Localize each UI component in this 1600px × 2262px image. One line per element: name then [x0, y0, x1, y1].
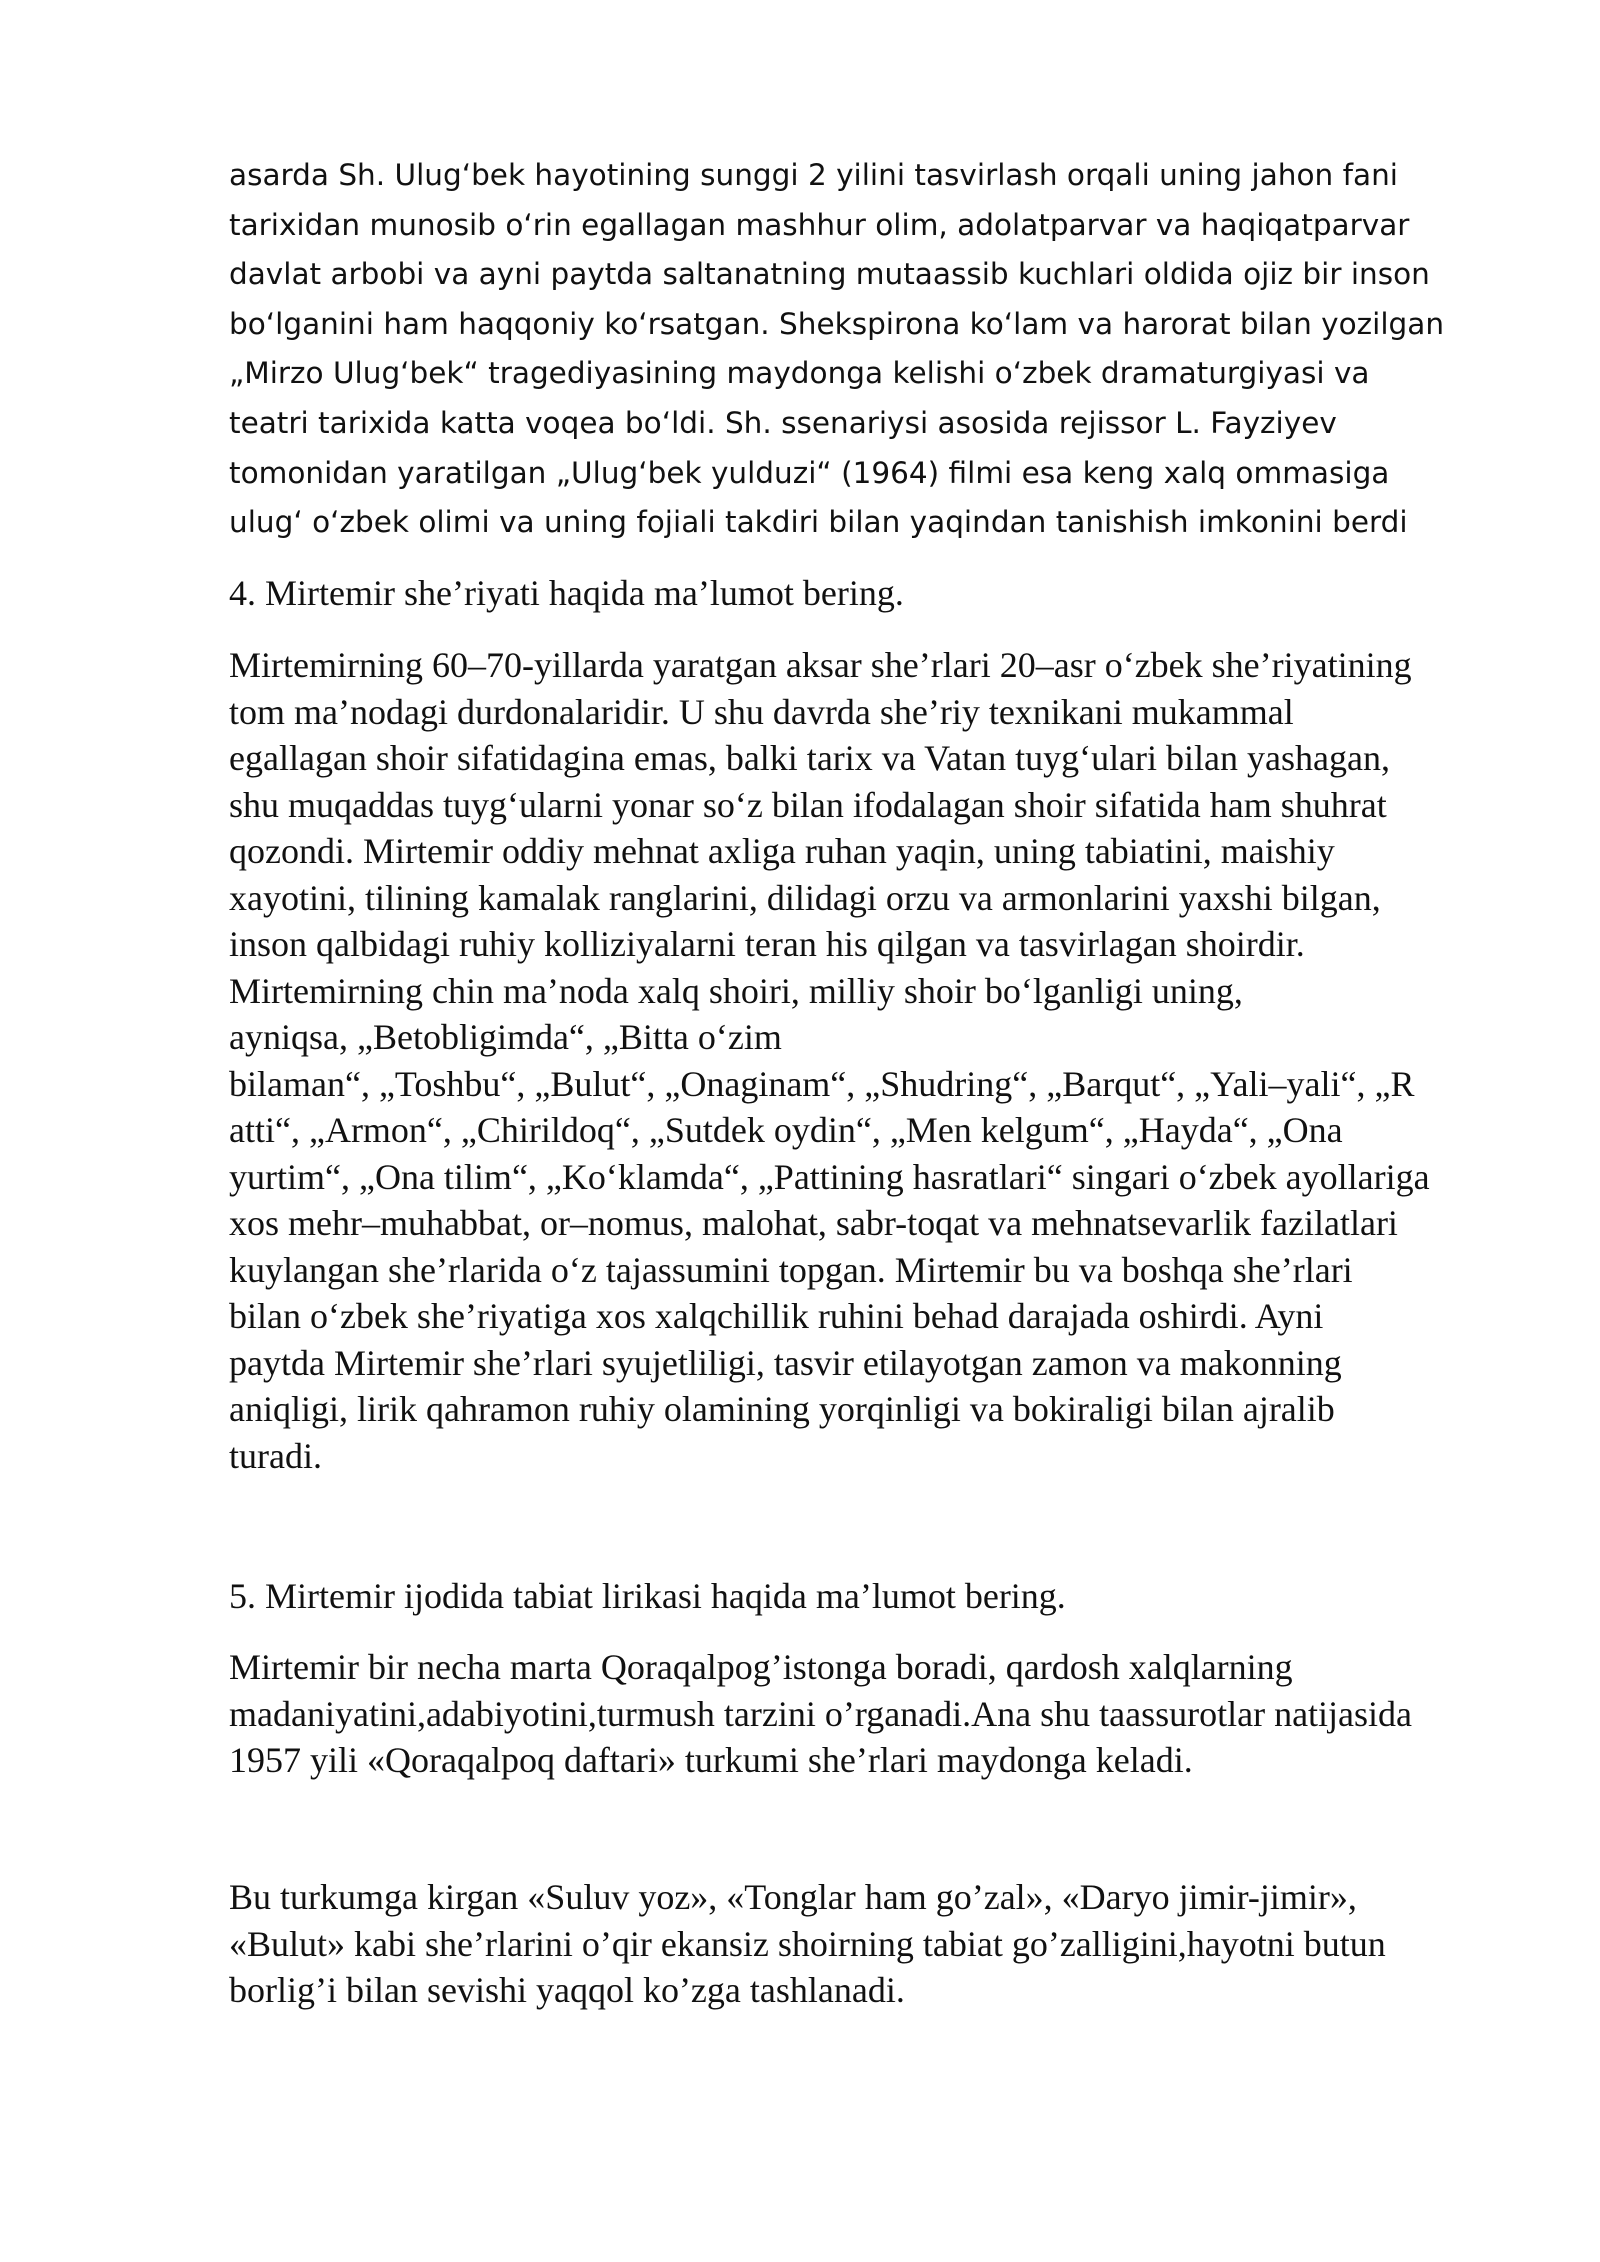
text-line: tomonidan yaratilgan „Ulug‘bek yulduzi“ (1964) filmi esa keng xalq ommasiga [229, 455, 1390, 490]
text-line: «Bulut» kabi she’rlarini o’qir ekansiz shoirning tabiat go’zalligini,hayotni butun [229, 1923, 1386, 1964]
paragraph-mirtemir-poetry [229, 642, 1519, 1479]
text-line: Mirtemirning 60–70-yillarda yaratgan aksar she’rlari 20–asr o‘zbek she’riyatining [229, 645, 1412, 685]
heading-question-5 [229, 1573, 1519, 1619]
text-line: Mirtemir bir necha marta Qoraqalpog’istonga boradi, qardosh xalqlarning [229, 1647, 1293, 1687]
text-line: qozondi. Mirtemir oddiy mehnat axliga ruhan yaqin, uning tabiatini, maishiy [229, 831, 1335, 871]
text-line: Bu turkumga kirgan «Suluv yoz», «Tonglar ham go’zal», «Daryo jimir-jimir», [229, 1877, 1357, 1917]
paragraph-ulugbek [229, 151, 1519, 548]
text-line: borlig’i bilan sevishi yaqqol ko’zga tashlanadi. [229, 1970, 905, 2010]
text-line: ulug‘ o‘zbek olimi va uning fojiali takdiri bilan yaqindan tanishish imkonini berdi [229, 505, 1408, 540]
text-line: madaniyatini,adabiyotini,turmush tarzini o’rganadi.Ana shu taassurotlar natijasida [229, 1693, 1413, 1734]
text-line: bo‘lganini ham haqqoniy ko‘rsatgan. Shekspirona ko‘lam va harorat bilan yozilgan [229, 306, 1445, 341]
text-line: kuylangan she’rlarida o‘z tajassumini topgan. Mirtemir bu va boshqa she’rlari [229, 1249, 1353, 1290]
heading-question-4 [229, 570, 1519, 616]
paragraph-karakalpak-notebook [229, 1644, 1519, 1784]
text-line: turadi. [229, 1435, 322, 1476]
text-line: xayotini, tilining kamalak ranglarini, dilidagi orzu va armonlarini yaxshi bilgan, [229, 877, 1381, 918]
text-line: davlat arbobi va ayni paytda saltanatning mutaassib kuchlari oldida ojiz bir inson [229, 257, 1430, 292]
text-line: aniqligi, lirik qahramon ruhiy olamining yorqinligi va bokiraligi bilan ajralib [229, 1389, 1335, 1429]
text-line: teatri tarixida katta voqea bo‘ldi. Sh. ssenariysi asosida rejissor L. Fayziyev [229, 405, 1337, 440]
text-line: egallagan shoir sifatidagina emas, balki tarix va Vatan tuyg‘ulari bilan yashagan, [229, 738, 1390, 778]
text-line: tom ma’nodagi durdonalaridir. U shu davrda she’riy texnikani mukammal [229, 691, 1294, 732]
text-line: bilaman“, „Toshbu“, „Bulut“, „Onaginam“, „Shudring“, „Barqut“, „Yali–yali“, „R [229, 1063, 1415, 1104]
text-line: atti“, „Armon“, „Chirildoq“, „Sutdek oydin“, „Men kelgum“, „Hayda“, „Ona [229, 1110, 1343, 1150]
text-line: shu muqaddas tuyg‘ularni yonar so‘z bilan ifodalagan shoir sifatida ham shuhrat [229, 784, 1387, 825]
text-line: „Mirzo Ulug‘bek“ tragediyasining maydonga kelishi o‘zbek dramaturgiyasi va [229, 356, 1370, 391]
text-line: xos mehr–muhabbat, or–nomus, malohat, sabr-toqat va mehnatsevarlik fazilatlari [229, 1203, 1398, 1243]
heading-text: 5. Mirtemir ijodida tabiat lirikasi haqida ma’lumot bering. [229, 1576, 1066, 1616]
text-line: asarda Sh. Ulug‘bek hayotining sunggi 2 yilini tasvirlash orqali uning jahon fani [229, 158, 1398, 192]
text-line: bilan o‘zbek she’riyatiga xos xalqchillik ruhini behad darajada oshirdi. Ayni [229, 1296, 1324, 1336]
heading-text: 4. Mirtemir she’riyati haqida ma’lumot bering. [229, 573, 904, 613]
text-line: yurtim“, „Ona tilim“, „Ko‘klamda“, „Pattining hasratlari“ singari o‘zbek ayollariga [229, 1156, 1430, 1197]
text-line: 1957 yili «Qoraqalpoq daftari» turkumi she’rlari maydonga keladi. [229, 1740, 1193, 1780]
text-line: ayniqsa, „Betobligimda“, „Bitta o‘zim [229, 1017, 782, 1057]
text-line: Mirtemirning chin ma’noda xalq shoiri, milliy shoir bo‘lganligi uning, [229, 970, 1243, 1011]
text-line: paytda Mirtemir she’rlari syujetliligi, tasvir etilayotgan zamon va makonning [229, 1342, 1342, 1383]
text-line: inson qalbidagi ruhiy kolliziyalarni teran his qilgan va tasvirlagan shoirdir. [229, 924, 1305, 964]
paragraph-nature-poems [229, 1874, 1519, 2014]
text-line: tarixidan munosib o‘rin egallagan mashhur olim, adolatparvar va haqiqatparvar [229, 207, 1410, 242]
